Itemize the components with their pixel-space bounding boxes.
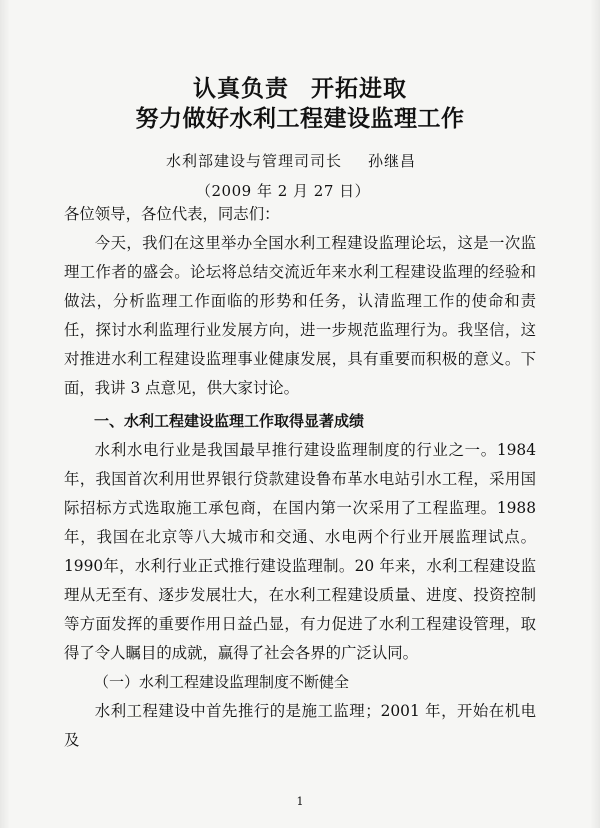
author-line	[166, 150, 416, 171]
paragraph-system: 水利工程建设中首先推行的是施工监理；2001 年，开始在机电及	[64, 702, 536, 749]
author-position: 水利部建设与管理司司长	[166, 152, 343, 170]
document-body	[64, 200, 536, 755]
subsection-heading-1: （一）水利工程建设监理制度不断健全	[94, 673, 350, 691]
title-line-2: 努力做好水利工程建设监理工作	[135, 106, 465, 132]
title-line-1	[0, 70, 600, 103]
paragraph-history: 水利水电行业是我国最早推行建设监理制度的行业之一。1984年，我国首次利用世界银行贷款建设鲁布革水电站引水工程，采用国际招标方式选取施工承包商，在国内第一次采用了工程监理。1988年，我国在北京等八大城市和交通、水电两个行业开展监理试点。1990年，水利行业正式推行建设监理制。20 年来，水利工程建设监理从无至有、逐步发展壮大，在水利工程建设质量、进度、投资控制等方面发挥的重要作用日益凸显，有力促进了水利工程建设管理，取得了令人瞩目的成就，赢得了社会各界的广泛认同。	[64, 441, 536, 662]
title-left: 认真负责	[193, 76, 289, 102]
author-name: 孙继昌	[368, 152, 417, 170]
page-number: 1	[296, 795, 304, 808]
speech-date: （2009 年 2 月 27 日）	[196, 182, 371, 200]
section-heading-1: 一、水利工程建设监理工作取得显著成绩	[94, 412, 365, 430]
salutation: 各位领导，各位代表，同志们：	[64, 205, 280, 223]
title-right: 开拓进取	[311, 76, 407, 102]
paragraph-intro: 今天，我们在这里举办全国水利工程建设监理论坛，这是一次监理工作者的盛会。论坛将总结交流近年来水利工程建设监理的经验和做法，分析监理工作面临的形势和任务，认清监理工作的使命和责任，探讨水利监理行业发展方向，进一步规范监理行为。我坚信，这对推进水利工程建设监理事业健康发展，具有重要而积极的意义。下面，我讲 3 点意见，供大家讨论。	[64, 234, 536, 397]
